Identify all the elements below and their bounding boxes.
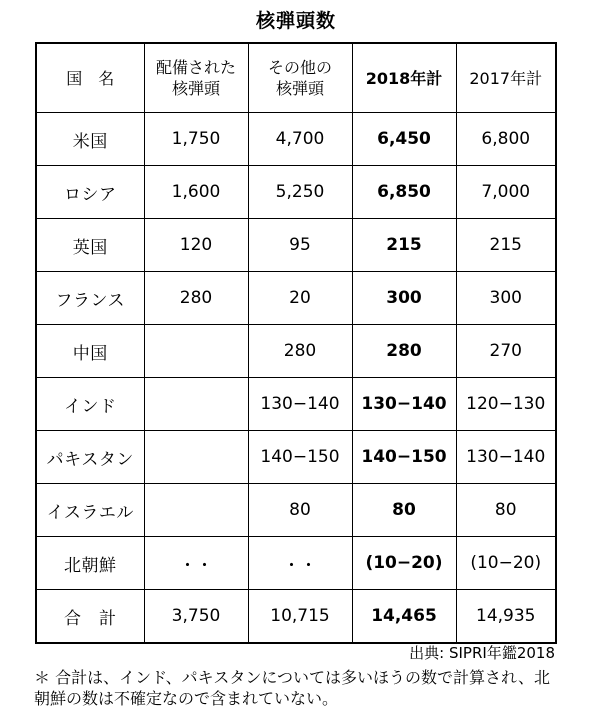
- cell-country: 中国: [36, 325, 144, 378]
- table-row: [36, 272, 556, 325]
- cell-other: 5,250: [248, 166, 352, 219]
- cell-total-2017: 120−130: [456, 378, 556, 431]
- table-row: [36, 113, 556, 166]
- cell-deployed: [144, 325, 248, 378]
- cell-deployed: 3,750: [144, 590, 248, 644]
- cell-deployed: [144, 484, 248, 537]
- cell-total-2018: 6,450: [352, 113, 456, 166]
- cell-other: 10,715: [248, 590, 352, 644]
- cell-total-2017: 7,000: [456, 166, 556, 219]
- cell-total-2018: (10−20): [352, 537, 456, 590]
- cell-country: 英国: [36, 219, 144, 272]
- table-header-row: [36, 43, 556, 113]
- cell-total-2018: 140−150: [352, 431, 456, 484]
- table-row: [36, 590, 556, 644]
- cell-country: イスラエル: [36, 484, 144, 537]
- table-row: [36, 166, 556, 219]
- cell-deployed: 120: [144, 219, 248, 272]
- header-deployed: 配備された 核弾頭: [144, 43, 248, 113]
- cell-deployed: ・・: [144, 537, 248, 590]
- table-row: [36, 431, 556, 484]
- cell-total-2018: 215: [352, 219, 456, 272]
- cell-total-2017: 80: [456, 484, 556, 537]
- cell-total-2017: 6,800: [456, 113, 556, 166]
- cell-total-2017: 130−140: [456, 431, 556, 484]
- cell-deployed: 1,750: [144, 113, 248, 166]
- cell-country: ロシア: [36, 166, 144, 219]
- cell-total-2017: (10−20): [456, 537, 556, 590]
- cell-country: パキスタン: [36, 431, 144, 484]
- header-total-2017: 2017年計: [456, 43, 556, 113]
- cell-other: 95: [248, 219, 352, 272]
- cell-other: 4,700: [248, 113, 352, 166]
- cell-total-2017: 270: [456, 325, 556, 378]
- cell-deployed: [144, 431, 248, 484]
- table-row: [36, 484, 556, 537]
- cell-total-2017: 215: [456, 219, 556, 272]
- cell-total-2018: 6,850: [352, 166, 456, 219]
- footnote: ＊ 合計は、インド、パキスタンについては多いほうの数で計算され、北朝鮮の数は不確定なので含まれていない。: [34, 668, 550, 708]
- cell-deployed: [144, 378, 248, 431]
- cell-other: 140−150: [248, 431, 352, 484]
- cell-deployed: 280: [144, 272, 248, 325]
- cell-country: 合 計: [36, 590, 144, 644]
- cell-total-2018: 280: [352, 325, 456, 378]
- cell-other: 20: [248, 272, 352, 325]
- header-total-2018: 2018年計: [352, 43, 456, 113]
- cell-other: ・・: [248, 537, 352, 590]
- cell-total-2018: 14,465: [352, 590, 456, 644]
- table-row: [36, 378, 556, 431]
- header-other: その他の 核弾頭: [248, 43, 352, 113]
- cell-total-2018: 300: [352, 272, 456, 325]
- source-citation: 出典: SIPRI年鑑2018: [409, 644, 555, 662]
- page-title: 核弾頭数: [255, 10, 336, 32]
- warhead-table: [35, 42, 557, 644]
- cell-total-2018: 130−140: [352, 378, 456, 431]
- table-row: [36, 537, 556, 590]
- cell-total-2018: 80: [352, 484, 456, 537]
- cell-total-2017: 300: [456, 272, 556, 325]
- table-row: [36, 325, 556, 378]
- header-country: 国 名: [36, 43, 144, 113]
- cell-deployed: 1,600: [144, 166, 248, 219]
- cell-country: 米国: [36, 113, 144, 166]
- table-row: [36, 219, 556, 272]
- cell-country: 北朝鮮: [36, 537, 144, 590]
- cell-country: フランス: [36, 272, 144, 325]
- cell-other: 130−140: [248, 378, 352, 431]
- cell-other: 80: [248, 484, 352, 537]
- cell-total-2017: 14,935: [456, 590, 556, 644]
- cell-country: インド: [36, 378, 144, 431]
- cell-other: 280: [248, 325, 352, 378]
